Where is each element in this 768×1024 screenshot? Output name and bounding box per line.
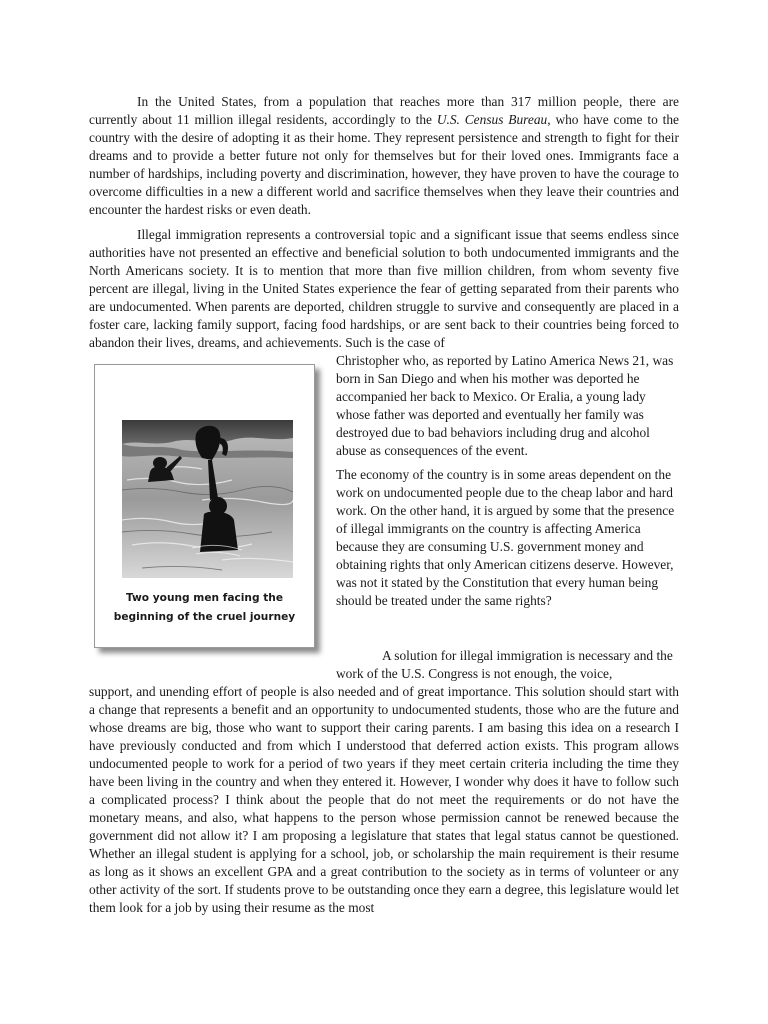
paragraph-1-text: In the United States, from a population that reaches more than 317 million people, there are currently about 11 million illegal residents, accordingly to the [89, 94, 679, 127]
river-crossing-photo [122, 420, 293, 578]
paragraph-4: support, and unending effort of people is also needed and of great importance. This solution should start with a change that represents a benefit and an opportunity to undocumented students, those who are the future and whose dreams are big, those who want to support their caring parents. I am basing this idea on a research I have previously conducted and from which I understood that deferred action exists. This program allows undocumented people to work for a period of two years if they meet certain criteria including the time they have been living in the country and when they entered it. However, I wonder why does it have to follow such a complicated process? I think about the people that do not meet the requirements or do not have the monetary means, and also, what happens to the person whose permission cannot be renewed because the government did not allow it? I am proposing a legislature that states that legal status cannot be questioned. Whether an illegal student is applying for a school, job, or scholarship the main requirement is their resume as long as it shows an excellent GPA and a great contribution to the society as in terms of volunteer or any other activity of the sort. If students prove to be outstanding once they earn a degree, this legislature would let them look for a job by using their resume as the most [89, 684, 679, 915]
paragraph-2-continued: Christopher who, as reported by Latino America News 21, was born in San Diego and when his mother was deported he accompanied her back to Mexico. Or Eralia, a young lady whose father was deported and eventually her family was destroyed due to bad behaviors including drug and alcohol abuse as consequences of the event. [336, 353, 674, 458]
paragraph-1-text-end: , who have come to the country with the desire of adopting it as their home. They represent persistence and strength to fight for their dreams and to provide a better future not only for themselves but for their loved ones. Immigrants face a number of hardships, including poverty and discrimination, however, they have proven to have the courage to overcome difficulties in a new a different world and sacrifice themselves when they leave their countries and encounter the hardest risks or even death. [89, 112, 680, 217]
paragraph-2: Illegal immigration represents a controversial topic and a significant issue that seems endless since authorities have not presented an effective and beneficial solution to both undocumented immigrants and the North Americans society. It is to mention that more than five million children, from whom seventy five percent are illegal, living in the United States experience the fear of getting separated from their parents who are undocumented. When parents are deported, children struggle to survive and consequently are placed in a foster care, lacking family support, facing food hardships, or are sent back to their countries being forced to abandon their lives, dreams, and achievements. Such is the case of [89, 227, 679, 350]
caption-line-1: Two young men facing the [125, 592, 284, 604]
paragraph-4-lead: A solution for illegal immigration is necessary and the work of the U.S. Congress is not enough, the voice, [336, 648, 673, 681]
caption-line-2: beginning of the cruel journey [113, 611, 296, 623]
census-bureau-source: U.S. Census Bureau [436, 112, 548, 127]
figure-caption [103, 589, 306, 627]
paragraph-3: The economy of the country is in some areas dependent on the work on undocumented people due to the cheap labor and hard work. On the other hand, it is argued by some that the presence of illegal immigrants on the country is affecting America because they are consuming U.S. government money and obtaining rights that only American citizens deserve. However, was not it stated by the Constitution that every human being should be treated under the same rights? [336, 467, 675, 608]
paragraph-1 [89, 93, 679, 219]
figure-frame [94, 364, 315, 648]
